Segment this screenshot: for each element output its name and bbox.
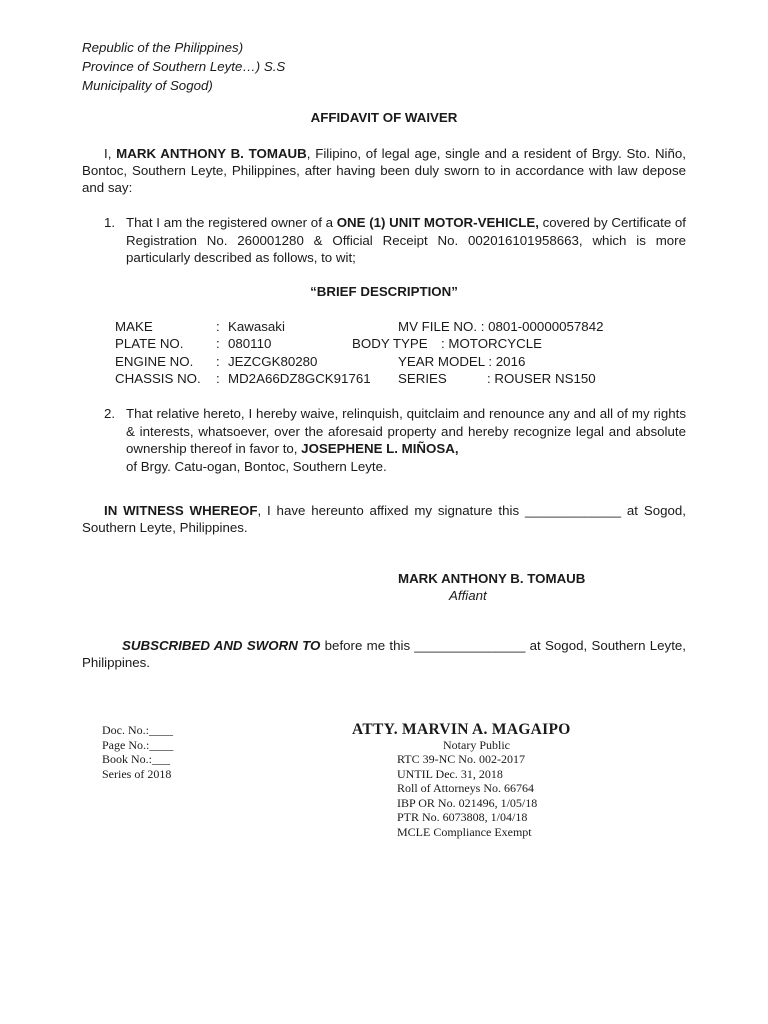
transferee-name: JOSEPHENE L. MIÑOSA, [301, 441, 459, 456]
witness-rest: , I have hereunto affixed my signature this _____________ at Sogod, Southern Leyte, Philippines. [82, 503, 686, 535]
clause-1-rest: covered by Certificate of Registration No. 260001280 & Official Receipt No. 002016101958663, which is more particularly described as follows, to wit; [126, 215, 687, 265]
affiant-signature-name: MARK ANTHONY B. TOMAUB [398, 571, 586, 586]
intro-rest: , Filipino, of legal age, single and a resident of Brgy. Sto. Niño, Bontoc, Southern Leyte, Philippines, after having been duly sworn to in accordance with law depose and say: [82, 146, 686, 195]
notary-ptr: PTR No. 6073808, 1/04/18 [397, 810, 528, 824]
notary-title: Notary Public [443, 738, 510, 752]
engine-colon: : [216, 353, 220, 369]
jurat-rest: before me this _______________ at Sogod, Southern Leyte, Philippines. [82, 638, 686, 670]
notary-roll: Roll of Attorneys No. 66764 [397, 781, 534, 795]
plate-value: 080110 [228, 336, 272, 352]
mv-file-no: MV FILE NO. : 0801-00000057842 [398, 319, 604, 334]
venue-line-province: Province of Southern Leyte…) S.S [82, 59, 286, 74]
brief-description-title: “BRIEF DESCRIPTION” [310, 284, 458, 299]
body-type-label: BODY TYPE [352, 336, 428, 352]
clause-2 [104, 405, 686, 475]
doc-no: Doc. No.:____ [102, 723, 173, 737]
notary-ibp: IBP OR No. 021496, 1/05/18 [397, 795, 538, 810]
clause-2-number: 2. [104, 406, 116, 421]
jurat-paragraph [82, 637, 686, 671]
clause-2-rest: of Brgy. Catu-ogan, Bontoc, Southern Leyte. [126, 458, 387, 474]
year-model: YEAR MODEL : 2016 [398, 353, 526, 369]
notary-until: UNTIL Dec. 31, 2018 [397, 766, 503, 781]
series-label: SERIES [398, 370, 447, 386]
notary-credentials [397, 752, 537, 839]
affiant-role: Affiant [449, 588, 487, 603]
chassis-colon: : [216, 370, 220, 386]
jurat-bold: SUBSCRIBED AND SWORN TO [122, 638, 321, 653]
document-title: AFFIDAVIT OF WAIVER [310, 110, 458, 125]
book-no: Book No.:___ [102, 752, 171, 766]
notarial-register [102, 723, 173, 781]
clause-1-number: 1. [104, 215, 116, 230]
clause-1 [104, 214, 686, 267]
plate-label: PLATE NO. [115, 336, 184, 352]
clause-1-lead: That I am the registered owner of a [126, 215, 337, 230]
make-label: MAKE [115, 319, 153, 334]
clause-2-lead: That relative hereto, I hereby waive, relinquish, quitclaim and renounce any and all of my rights & interests, whatsoever, over the aforesaid property and hereby recognize legal and absolute ownership thereof in favor to, [126, 406, 686, 456]
chassis-label: CHASSIS NO. [115, 370, 201, 386]
series-year: Series of 2018 [102, 766, 172, 781]
venue-line-republic: Republic of the Philippines) [82, 40, 244, 55]
plate-colon: : [216, 336, 220, 352]
page-no: Page No.:____ [102, 737, 174, 752]
notary-name: ATTY. MARVIN A. MAGAIPO [352, 721, 571, 738]
clause-2-text [126, 405, 686, 475]
make-value: Kawasaki [228, 319, 285, 334]
engine-value: JEZCGK80280 [228, 353, 318, 369]
clause-1-text [126, 214, 686, 267]
notary-mcle: MCLE Compliance Exempt [397, 824, 532, 839]
intro-paragraph [82, 145, 686, 196]
affiant-name-inline: MARK ANTHONY B. TOMAUB [116, 146, 307, 161]
intro-lead: I, [104, 146, 117, 161]
venue-header [82, 38, 285, 95]
clause-1-bold: ONE (1) UNIT MOTOR-VEHICLE, [336, 215, 539, 230]
witness-paragraph [82, 502, 686, 536]
chassis-value: MD2A66DZ8GCK91761 [228, 370, 371, 386]
series-value: : ROUSER NS150 [487, 370, 596, 386]
make-colon: : [216, 319, 220, 334]
witness-bold: IN WITNESS WHEREOF [104, 503, 258, 518]
venue-line-municipality: Municipality of Sogod) [82, 78, 213, 93]
body-type-value: : MOTORCYCLE [441, 336, 542, 352]
notary-rtc: RTC 39-NC No. 002-2017 [397, 752, 525, 766]
engine-label: ENGINE NO. [115, 353, 194, 369]
